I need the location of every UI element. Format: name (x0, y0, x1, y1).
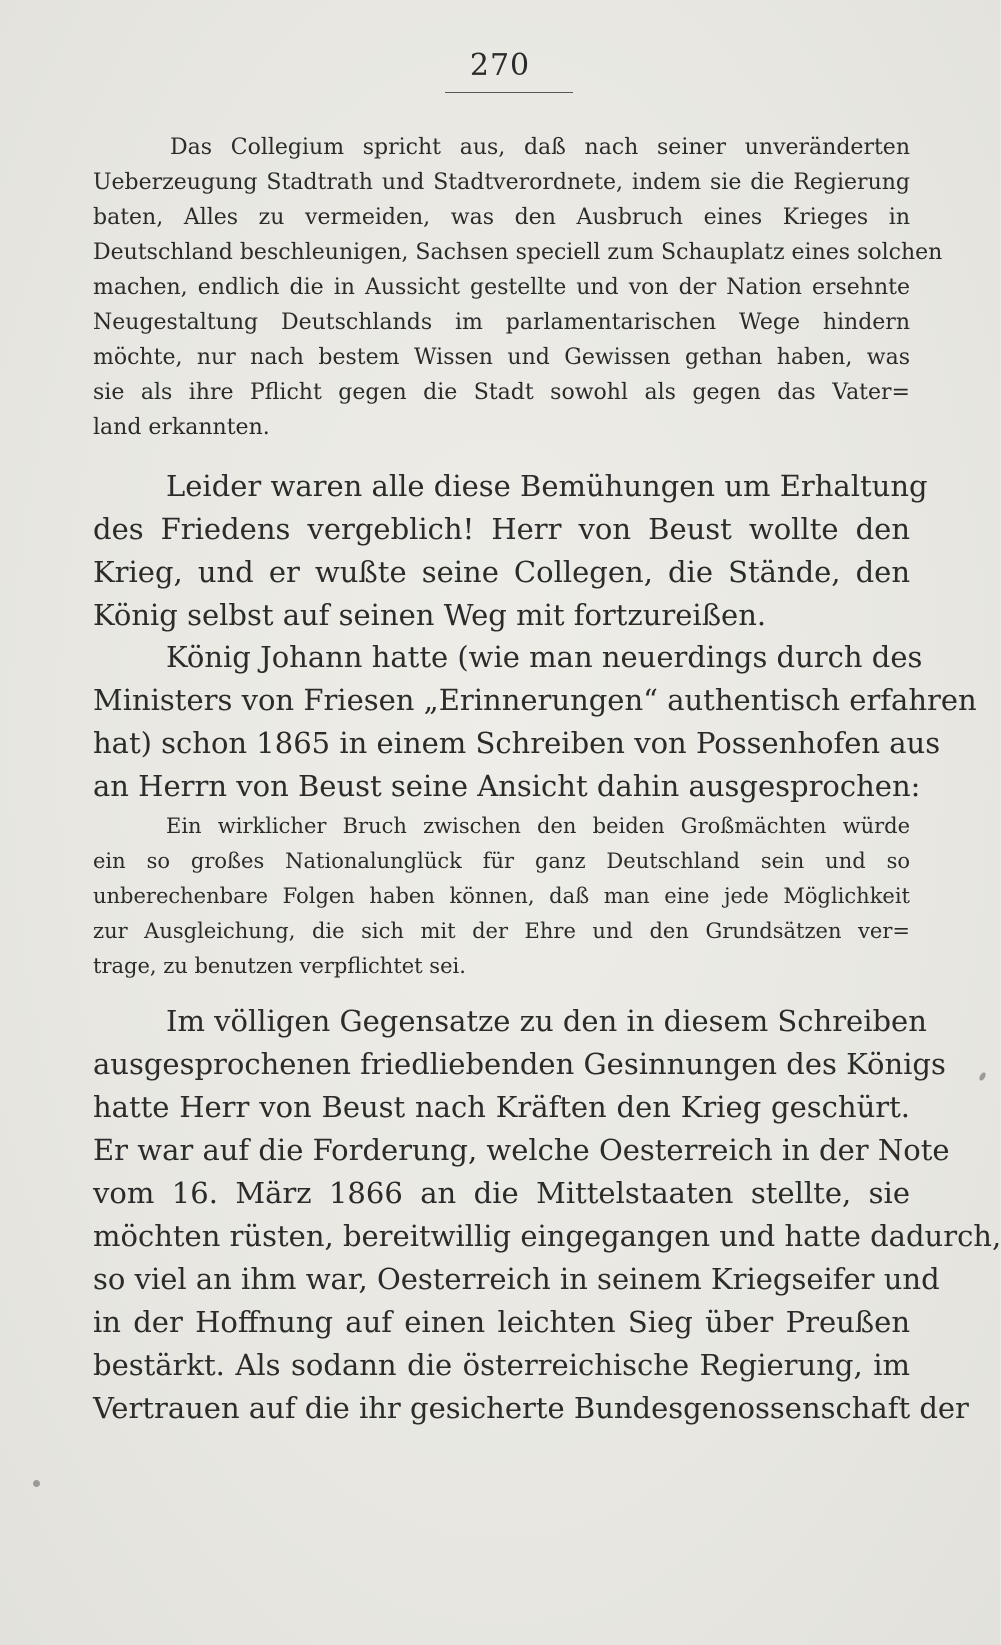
quote-line: trage, zu benutzen verpflichtet sei. (93, 954, 466, 978)
text-line: an Herrn von Beust seine Ansicht dahin ausgesprochen: (93, 769, 921, 803)
scan-speck (978, 1071, 987, 1081)
quote-line: zur Ausgleichung, die sich mit der Ehre und den Grundsätzen ver= (93, 919, 910, 943)
text-line: Im völligen Gegensatze zu den in diesem Schreiben (166, 1004, 927, 1038)
page-number-rule (445, 92, 573, 93)
text-line: möchte, nur nach bestem Wissen und Gewissen gethan haben, was (93, 345, 910, 370)
text-line: Krieg, und er wußte seine Collegen, die Stände, den (93, 555, 910, 589)
text-line: König Johann hatte (wie man neuerdings durch des (166, 640, 923, 674)
text-line: möchten rüsten, bereitwillig eingegangen und hatte dadurch, (93, 1219, 1001, 1253)
text-line: Ministers von Friesen „Erinnerungen“ authentisch erfahren (93, 683, 977, 717)
text-line: land erkannten. (93, 415, 270, 440)
scan-speck (33, 1480, 40, 1487)
quote-line: unberechenbare Folgen haben können, daß man eine jede Möglichkeit (93, 884, 910, 908)
text-line: baten, Alles zu vermeiden, was den Ausbruch eines Krieges in (93, 205, 910, 230)
text-line: Vertrauen auf die ihr gesicherte Bundesgenossenschaft der (93, 1391, 969, 1425)
text-line: in der Hoffnung auf einen leichten Sieg über Preußen (93, 1305, 910, 1339)
text-line: hat) schon 1865 in einem Schreiben von Possenhofen aus (93, 726, 941, 760)
text-line: vom 16. März 1866 an die Mittelstaaten stellte, sie (93, 1176, 910, 1210)
text-line: so viel an ihm war, Oesterreich in seinem Kriegseifer und (93, 1262, 940, 1296)
text-line: bestärkt. Als sodann die österreichische Regierung, im (93, 1348, 910, 1382)
quote-line: Ein wirklicher Bruch zwischen den beiden Großmächten würde (166, 814, 910, 838)
text-line: Deutschland beschleunigen, Sachsen speciell zum Schauplatz eines solchen (93, 240, 943, 265)
quote-line: ein so großes Nationalunglück für ganz Deutschland sein und so (93, 849, 910, 873)
text-line: hatte Herr von Beust nach Kräften den Krieg geschürt. (93, 1090, 910, 1124)
text-line: sie als ihre Pflicht gegen die Stadt sowohl als gegen das Vater= (93, 380, 910, 405)
text-line: König selbst auf seinen Weg mit fortzureißen. (93, 598, 767, 632)
text-line: machen, endlich die in Aussicht gestellte und von der Nation ersehnte (93, 275, 910, 300)
page-number: 270 (469, 48, 531, 83)
text-line: des Friedens vergeblich! Herr von Beust wollte den (93, 512, 910, 546)
text-line: Er war auf die Forderung, welche Oesterreich in der Note (93, 1133, 950, 1167)
text-line: Neugestaltung Deutschlands im parlamentarischen Wege hindern (93, 310, 910, 335)
text-line: Das Collegium spricht aus, daß nach seiner unveränderten (170, 135, 910, 160)
text-line: ausgesprochenen friedliebenden Gesinnungen des Königs (93, 1047, 946, 1081)
text-line: Ueberzeugung Stadtrath und Stadtverordnete, indem sie die Regierung (93, 170, 910, 195)
text-line: Leider waren alle diese Bemühungen um Erhaltung (166, 469, 928, 503)
